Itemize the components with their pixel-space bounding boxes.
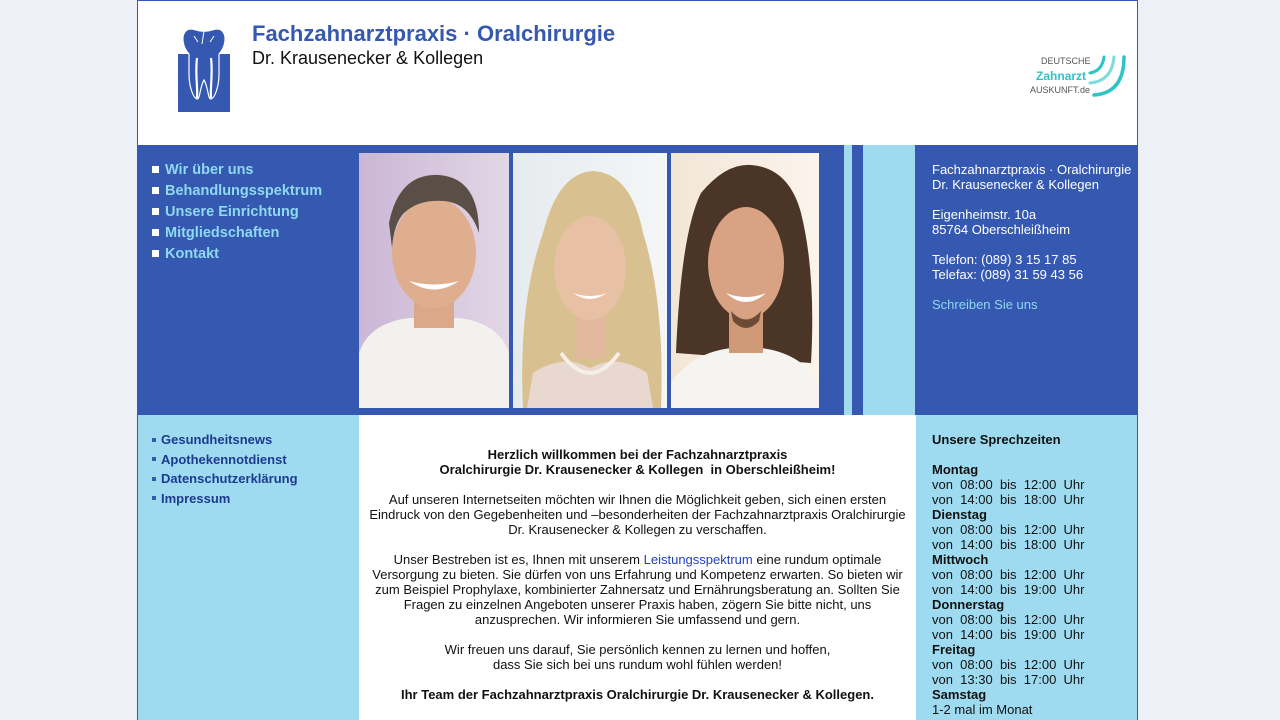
nav-bullet-icon (152, 229, 159, 236)
zahnarzt-auskunft-logo[interactable] (1030, 55, 1128, 99)
tooth-logo-icon[interactable] (178, 28, 230, 112)
intro-line-1: Auf unseren Internetseiten möchten wir Ihnen die Möglichkeit geben, sich einen ersten (388, 492, 887, 507)
closing-line-2: dass Sie sich bei uns rundum wohl fühlen werden! (492, 657, 783, 672)
link-datenschutz[interactable]: Datenschutzerklärung (161, 471, 298, 487)
services-line-1 (359, 552, 916, 567)
bullet-icon (152, 477, 156, 481)
left-sidebar (138, 415, 359, 720)
page-container (137, 0, 1138, 720)
contact-info (932, 145, 1137, 415)
secondary-nav-item[interactable] (152, 430, 298, 450)
services-text-after: eine rundum optimale (752, 552, 882, 567)
day-friday: Freitag (932, 642, 976, 657)
contact-fax: Telefax: (089) 31 59 43 56 (932, 267, 1084, 282)
write-us-link[interactable]: Schreiben Sie uns (932, 297, 1038, 312)
secondary-nav-item[interactable] (152, 469, 298, 489)
time-slot: von 14:00 bis 18:00 Uhr (932, 537, 1085, 552)
time-slot: 1-2 mal im Monat (932, 702, 1033, 717)
closing-line-1: Wir freuen uns darauf, Sie persönlich kennen zu lernen und hoffen, (444, 642, 831, 657)
time-slot: von 14:00 bis 19:00 Uhr (932, 582, 1085, 597)
nav-item[interactable] (152, 201, 322, 222)
badge-line-1: DEUTSCHE (1041, 56, 1091, 66)
intro-line-2: Eindruck von den Gegebenheiten und –besonderheiten der Fachzahnarztpraxis Oralchirurgie (369, 507, 906, 522)
header (138, 1, 1137, 145)
secondary-nav (152, 430, 298, 508)
services-line-3: zum Beispiel Prophylaxe, kombinierter Zahnersatz und Ernährungsberatung an. Sollten Sie (375, 582, 900, 597)
services-line-4: Fragen zu einzelnen Angeboten unserer Praxis haben, zögern Sie bitte nicht, uns (403, 597, 872, 612)
day-monday: Montag (932, 462, 979, 477)
leistungsspektrum-link[interactable]: Leistungsspektrum (643, 552, 753, 567)
nav-link-behandlungsspektrum[interactable]: Behandlungsspektrum (165, 182, 323, 199)
page-title: Fachzahnarztpraxis · Oralchirurgie (252, 21, 616, 46)
main-nav (152, 159, 322, 264)
stripe (844, 145, 852, 415)
link-apothekennotdienst[interactable]: Apothekennotdienst (161, 451, 287, 467)
nav-bullet-icon (152, 250, 159, 257)
team-signature: Ihr Team der Fachzahnarztpraxis Oralchirurgie Dr. Krausenecker & Kollegen. (401, 687, 874, 702)
badge-line-2: Zahnarzt (1036, 69, 1087, 83)
welcome-heading-1: Herzlich willkommen bei der Fachzahnarztpraxis (487, 447, 788, 462)
services-line-2: Versorgung zu bieten. Sie dürfen von uns Erfahrung und Kompetenz erwarten. So bieten wir (372, 567, 903, 582)
day-tuesday: Dienstag (932, 507, 987, 522)
welcome-content (359, 415, 916, 720)
team-photos (359, 153, 819, 408)
time-slot: von 08:00 bis 12:00 Uhr (932, 567, 1085, 582)
time-slot: von 08:00 bis 12:00 Uhr (932, 522, 1085, 537)
bullet-icon (152, 496, 156, 500)
team-photo-doctor-3 (671, 153, 819, 408)
bullet-icon (152, 457, 156, 461)
decorative-stripes (819, 145, 916, 415)
link-impressum[interactable]: Impressum (161, 490, 231, 506)
contact-street: Eigenheimstr. 10a (932, 207, 1037, 222)
nav-item[interactable] (152, 180, 322, 201)
time-slot: von 08:00 bis 12:00 Uhr (932, 612, 1085, 627)
team-photo-doctor-2 (513, 153, 667, 408)
secondary-nav-item[interactable] (152, 450, 298, 470)
day-thursday: Donnerstag (932, 597, 1005, 612)
stripe (863, 145, 915, 415)
bullet-icon (152, 438, 156, 442)
page-subtitle: Dr. Krausenecker & Kollegen (252, 48, 484, 68)
signal-arcs-icon (1088, 55, 1128, 97)
secondary-nav-item[interactable] (152, 489, 298, 509)
hours-list (932, 462, 1084, 717)
intro-line-3: Dr. Krausenecker & Kollegen zu verschaffen. (508, 522, 767, 537)
welcome-heading-2: Oralchirurgie Dr. Krausenecker & Kollegen in Oberschleißheim! (439, 462, 836, 477)
day-wednesday: Mittwoch (932, 552, 989, 567)
team-photo-doctor-1 (359, 153, 509, 408)
nav-link-kontakt[interactable]: Kontakt (165, 245, 219, 262)
opening-hours (916, 415, 1137, 720)
nav-item[interactable] (152, 222, 322, 243)
link-gesundheitsnews[interactable]: Gesundheitsnews (161, 432, 273, 448)
badge-line-3: AUSKUNFT.de (1030, 85, 1091, 95)
top-band (138, 145, 1137, 415)
nav-bullet-icon (152, 187, 159, 194)
time-slot: von 08:00 bis 12:00 Uhr (932, 657, 1085, 672)
nav-link-mitgliedschaften[interactable]: Mitgliedschaften (165, 224, 280, 241)
nav-item[interactable] (152, 159, 322, 180)
services-line-5: anzusprechen. Wir informieren Sie umfassend und gern. (474, 612, 801, 627)
nav-bullet-icon (152, 166, 159, 173)
time-slot: von 14:00 bis 19:00 Uhr (932, 627, 1085, 642)
nav-bullet-icon (152, 208, 159, 215)
day-saturday: Samstag (932, 687, 987, 702)
hours-title: Unsere Sprechzeiten (932, 432, 1061, 447)
nav-link-einrichtung[interactable]: Unsere Einrichtung (165, 203, 299, 220)
time-slot: von 08:00 bis 12:00 Uhr (932, 477, 1085, 492)
contact-phone: Telefon: (089) 3 15 17 85 (932, 252, 1077, 267)
services-text-before: Unser Bestreben ist es, Ihnen mit unserem (393, 552, 644, 567)
time-slot: von 13:30 bis 17:00 Uhr (932, 672, 1085, 687)
contact-city: 85764 Oberschleißheim (932, 222, 1071, 237)
time-slot: von 14:00 bis 18:00 Uhr (932, 492, 1085, 507)
nav-item[interactable] (152, 243, 322, 264)
contact-name-1: Fachzahnarztpraxis · Oralchirurgie (932, 162, 1132, 177)
nav-link-wir-ueber-uns[interactable]: Wir über uns (165, 161, 254, 178)
contact-name-2: Dr. Krausenecker & Kollegen (932, 177, 1099, 192)
